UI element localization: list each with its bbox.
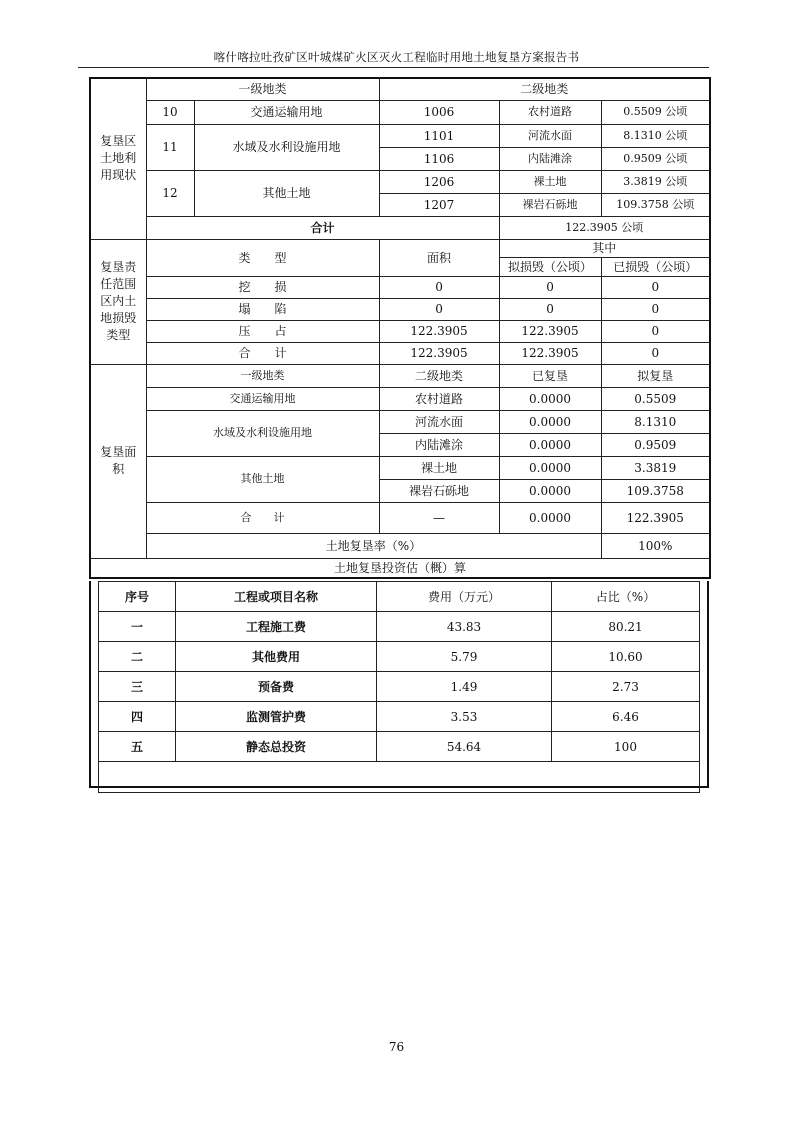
damage-damaged: 0 [601, 298, 710, 320]
reclamation-summary-table [89, 77, 711, 579]
reclaim-level2: 裸岩石砾地 [379, 479, 499, 502]
table-row [99, 702, 700, 732]
header-rule [78, 67, 709, 68]
reclaim-col-level2: 二级地类 [379, 364, 499, 387]
level2-area: 3.3819 公顷 [601, 170, 710, 193]
reclaim-level2: 河流水面 [379, 410, 499, 433]
inv-name: 其他费用 [176, 642, 377, 672]
level1-name: 水域及水利设施用地 [194, 124, 379, 170]
damage-side-label: 复垦责任范围区内土地损毁类型 [90, 239, 146, 364]
damage-type: 压 占 [146, 320, 379, 342]
reclaim-level2: 农村道路 [379, 387, 499, 410]
reclaim-rate-label: 土地复垦率（%） [146, 533, 601, 558]
level2-area: 0.9509 公顷 [601, 147, 710, 170]
inv-ratio: 2.73 [552, 672, 700, 702]
damage-col-of-which: 其中 [499, 239, 710, 257]
empty-cell [99, 762, 700, 793]
level2-area: 109.3758 公顷 [601, 193, 710, 216]
damage-type: 合 计 [146, 342, 379, 364]
damage-type: 挖 损 [146, 276, 379, 298]
inv-ratio: 100 [552, 732, 700, 762]
damage-damaged: 0 [601, 276, 710, 298]
level2-code: 1106 [379, 147, 499, 170]
level2-name: 河流水面 [499, 124, 601, 147]
damage-type: 塌 陷 [146, 298, 379, 320]
reclaim-done: 0.0000 [499, 433, 601, 456]
level1-name: 其他土地 [194, 170, 379, 216]
table-row [90, 170, 710, 193]
reclaim-col-level1: 一级地类 [146, 364, 379, 387]
table-row [90, 100, 710, 124]
inv-cost: 5.79 [377, 642, 552, 672]
reclaim-done: 0.0000 [499, 456, 601, 479]
level2-code: 1006 [379, 100, 499, 124]
status-col-level1: 一级地类 [146, 78, 379, 100]
reclaim-total-level2: — [379, 502, 499, 533]
level2-name: 裸岩石砾地 [499, 193, 601, 216]
table-row [99, 732, 700, 762]
damage-planned: 0 [499, 276, 601, 298]
inv-cost: 3.53 [377, 702, 552, 732]
damage-planned: 122.3905 [499, 342, 601, 364]
inv-ratio: 6.46 [552, 702, 700, 732]
investment-frame [89, 581, 709, 788]
reclaim-col-done: 已复垦 [499, 364, 601, 387]
inv-col-name: 工程或项目名称 [176, 582, 377, 612]
inv-cost: 43.83 [377, 612, 552, 642]
status-side-label: 复垦区土地利用现状 [90, 78, 146, 239]
inv-no: 一 [99, 612, 176, 642]
investment-title: 土地复垦投资估（概）算 [90, 558, 710, 578]
inv-no: 四 [99, 702, 176, 732]
level1-code: 11 [146, 124, 194, 170]
table-row [90, 124, 710, 147]
empty-row [99, 762, 700, 793]
damage-damaged: 0 [601, 342, 710, 364]
reclaim-total-label: 合 计 [146, 502, 379, 533]
inv-no: 三 [99, 672, 176, 702]
inv-name: 静态总投资 [176, 732, 377, 762]
damage-header-row [90, 239, 710, 257]
reclaim-done: 0.0000 [499, 410, 601, 433]
damage-damaged: 0 [601, 320, 710, 342]
table-row [90, 298, 710, 320]
table-row [99, 612, 700, 642]
damage-area: 0 [379, 276, 499, 298]
damage-area: 0 [379, 298, 499, 320]
reclaim-level2: 裸土地 [379, 456, 499, 479]
inv-col-cost: 费用（万元） [377, 582, 552, 612]
table-row [90, 456, 710, 479]
table-row [90, 342, 710, 364]
level2-name: 内陆滩涂 [499, 147, 601, 170]
reclaim-done: 0.0000 [499, 387, 601, 410]
level2-name: 农村道路 [499, 100, 601, 124]
table-row [99, 672, 700, 702]
damage-area: 122.3905 [379, 342, 499, 364]
level1-name: 交通运输用地 [194, 100, 379, 124]
level2-code: 1207 [379, 193, 499, 216]
investment-title-row [90, 558, 710, 578]
level2-area: 0.5509 公顷 [601, 100, 710, 124]
damage-col-type: 类 型 [146, 239, 379, 276]
status-total-row [90, 216, 710, 239]
reclaim-planned: 8.1310 [601, 410, 710, 433]
investment-table [98, 581, 700, 793]
running-header: 喀什喀拉吐孜矿区叶城煤矿火区灭火工程临时用地土地复垦方案报告书 [213, 50, 580, 64]
table-row [90, 276, 710, 298]
reclaim-planned: 109.3758 [601, 479, 710, 502]
status-col-level2: 二级地类 [379, 78, 710, 100]
inv-name: 预备费 [176, 672, 377, 702]
inv-name: 监测管护费 [176, 702, 377, 732]
table-row [99, 642, 700, 672]
inv-name: 工程施工费 [176, 612, 377, 642]
inv-no: 五 [99, 732, 176, 762]
table-row [90, 320, 710, 342]
reclaim-planned: 3.3819 [601, 456, 710, 479]
damage-planned: 0 [499, 298, 601, 320]
page-number: 76 [388, 1040, 405, 1054]
status-total-label: 合计 [146, 216, 499, 239]
level2-code: 1206 [379, 170, 499, 193]
reclaim-total-row [90, 502, 710, 533]
inv-col-no: 序号 [99, 582, 176, 612]
status-total-value: 122.3905 公顷 [499, 216, 710, 239]
inv-col-ratio: 占比（%） [552, 582, 700, 612]
reclaim-header-row [90, 364, 710, 387]
reclaim-total-done: 0.0000 [499, 502, 601, 533]
level1-code: 10 [146, 100, 194, 124]
table-row [90, 410, 710, 433]
investment-header-row [99, 582, 700, 612]
table-row [90, 387, 710, 410]
inv-no: 二 [99, 642, 176, 672]
reclaim-done: 0.0000 [499, 479, 601, 502]
reclaim-level1: 其他土地 [146, 456, 379, 502]
reclaim-level1: 交通运输用地 [146, 387, 379, 410]
status-header-row [90, 78, 710, 100]
reclaim-planned: 0.5509 [601, 387, 710, 410]
reclaim-level2: 内陆滩涂 [379, 433, 499, 456]
reclaim-rate-value: 100% [601, 533, 710, 558]
reclaim-side-label: 复垦面积 [90, 364, 146, 558]
reclaim-col-planned: 拟复垦 [601, 364, 710, 387]
inv-ratio: 10.60 [552, 642, 700, 672]
damage-area: 122.3905 [379, 320, 499, 342]
level1-code: 12 [146, 170, 194, 216]
damage-col-area: 面积 [379, 239, 499, 276]
damage-col-damaged: 已损毁（公顷） [601, 257, 710, 276]
reclaim-level1: 水域及水利设施用地 [146, 410, 379, 456]
level2-code: 1101 [379, 124, 499, 147]
reclaim-planned: 0.9509 [601, 433, 710, 456]
inv-cost: 54.64 [377, 732, 552, 762]
reclaim-rate-row [90, 533, 710, 558]
inv-ratio: 80.21 [552, 612, 700, 642]
reclaim-total-planned: 122.3905 [601, 502, 710, 533]
level2-area: 8.1310 公顷 [601, 124, 710, 147]
damage-planned: 122.3905 [499, 320, 601, 342]
level2-name: 裸土地 [499, 170, 601, 193]
inv-cost: 1.49 [377, 672, 552, 702]
damage-col-planned: 拟损毁（公顷） [499, 257, 601, 276]
